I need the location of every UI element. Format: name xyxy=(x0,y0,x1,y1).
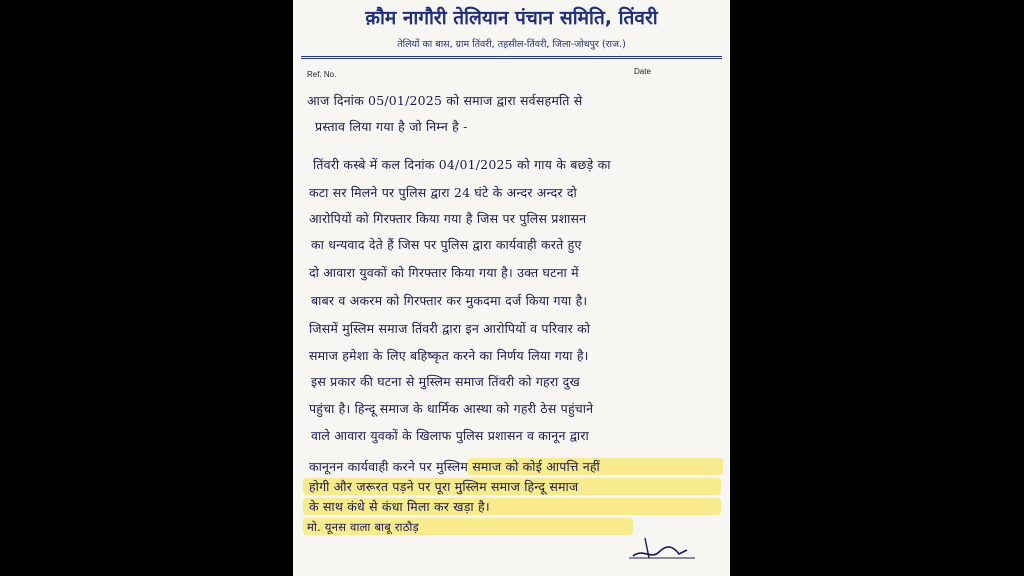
letter-line: पहुंचा है। हिन्दू समाज के धार्मिक आस्था को गहरी ठेस पहुंचाने xyxy=(309,401,594,416)
letter-line: कटा सर मिलने पर पुलिस द्वारा 24 घंटे के अन्दर अन्दर दो xyxy=(309,185,577,200)
letterhead-divider xyxy=(301,56,722,57)
letterhead-divider-secondary xyxy=(301,58,722,59)
letter-line: प्रस्ताव लिया गया है जो निम्न है - xyxy=(315,119,468,134)
letter-line: तिंवरी कस्बे में कल दिनांक 04/01/2025 को गाय के बछड़े का xyxy=(313,157,611,172)
signature-mark xyxy=(623,528,703,568)
letter-line: कानूनन कार्यवाही करने पर मुस्लिम समाज को कोई आपत्ति नहीं xyxy=(309,459,600,474)
letterhead-address: तेलियों का बास, ग्राम तिंवरी, तहसील-तिंवरी, जिला-जोधपुर (राज.) xyxy=(397,39,626,50)
letterhead-title: क़ौम नागौरी तेलियान पंचान समिति, तिंवरी xyxy=(365,7,658,29)
letter-page xyxy=(293,0,730,576)
letter-line: समाज हमेशा के लिए बहिष्कृत करने का निर्णय लिया गया है। xyxy=(309,348,589,363)
letter-line: जिसमें मुस्लिम समाज तिंवरी द्वारा इन आरोपियों व परिवार को xyxy=(309,321,591,336)
letter-line: आज दिनांक 05/01/2025 को समाज द्वारा सर्वसहमति से xyxy=(307,93,583,108)
letter-line: बाबर व अकरम को गिरफ्तार कर मुकदमा दर्ज किया गया है। xyxy=(311,293,588,308)
letter-line: दो आवारा युवकों को गिरफ्तार किया गया है। उक्त घटना में xyxy=(309,265,579,280)
letter-line: इस प्रकार की घटना से मुस्लिम समाज तिंवरी को गहरा दुख xyxy=(311,374,580,389)
letter-line: के साथ कंधे से कंधा मिला कर खड़ा है। xyxy=(309,499,490,514)
letter-line: होगी और जरूरत पड़ने पर पूरा मुस्लिम समाज हिन्दू समाज xyxy=(309,479,579,494)
letter-line: वाले आवारा युवकों के खिलाफ पुलिस प्रशासन व कानून द्वारा xyxy=(311,428,589,443)
date-label: Date xyxy=(634,67,651,76)
footer-note: मो. यूनस वाला बाबू राठौड़ xyxy=(307,520,419,534)
letter-line: का धन्यवाद देते हैं जिस पर पुलिस द्वारा कार्यवाही करते हुए xyxy=(311,237,582,252)
letter-line: आरोपियों को गिरफ्तार किया गया है जिस पर पुलिस प्रशासन xyxy=(309,211,587,226)
ref-no-label: Ref. No. xyxy=(307,70,337,79)
